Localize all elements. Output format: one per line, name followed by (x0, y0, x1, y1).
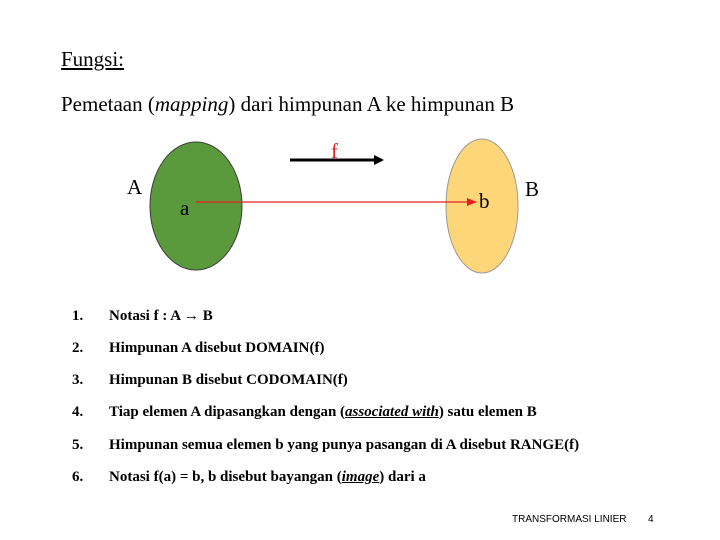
item-text: Himpunan semua elemen b yang punya pasangan di A disebut RANGE(f) (109, 437, 580, 453)
item-text (109, 469, 426, 486)
item-number: 2. (72, 340, 84, 356)
item-number: 3. (72, 372, 84, 388)
set-a-label: A (127, 175, 143, 199)
item-text (109, 404, 537, 421)
item-text-after: ) dari a (379, 469, 426, 485)
item-text-italic: associated with (345, 404, 439, 420)
item-number: 5. (72, 437, 84, 453)
item-text-after: ) satu elemen B (438, 404, 537, 420)
slide-title: Fungsi: (61, 47, 125, 71)
item-text-after: B (199, 308, 213, 324)
subtitle-suffix: ) dari himpunan A ke himpunan B (228, 92, 515, 116)
item-text (109, 308, 213, 325)
item-text: Himpunan A disebut DOMAIN(f) (109, 340, 325, 356)
footer-label: TRANSFORMASI LINIER (512, 514, 627, 525)
right-arrow-icon: → (184, 308, 199, 324)
item-number: 6. (72, 469, 84, 485)
set-b-label: B (525, 177, 540, 201)
element-a: a (180, 196, 190, 220)
item-text-italic: image (341, 469, 380, 485)
item-text-before: Tiap elemen A dipasangkan dengan ( (109, 404, 346, 420)
item-number: 4. (72, 404, 84, 420)
element-b: b (479, 189, 490, 213)
item-text: Himpunan B disebut CODOMAIN(f) (109, 372, 348, 388)
page-number: 4 (648, 514, 654, 525)
function-label: f (331, 139, 338, 163)
item-text-before: Notasi f : A (109, 308, 184, 324)
set-a-ellipse (150, 142, 242, 270)
item-number: 1. (72, 308, 84, 324)
item-text-before: Notasi f(a) = b, b disebut bayangan ( (109, 469, 342, 485)
subtitle-italic: mapping (154, 92, 229, 116)
subtitle-prefix: Pemetaan ( (61, 92, 155, 116)
